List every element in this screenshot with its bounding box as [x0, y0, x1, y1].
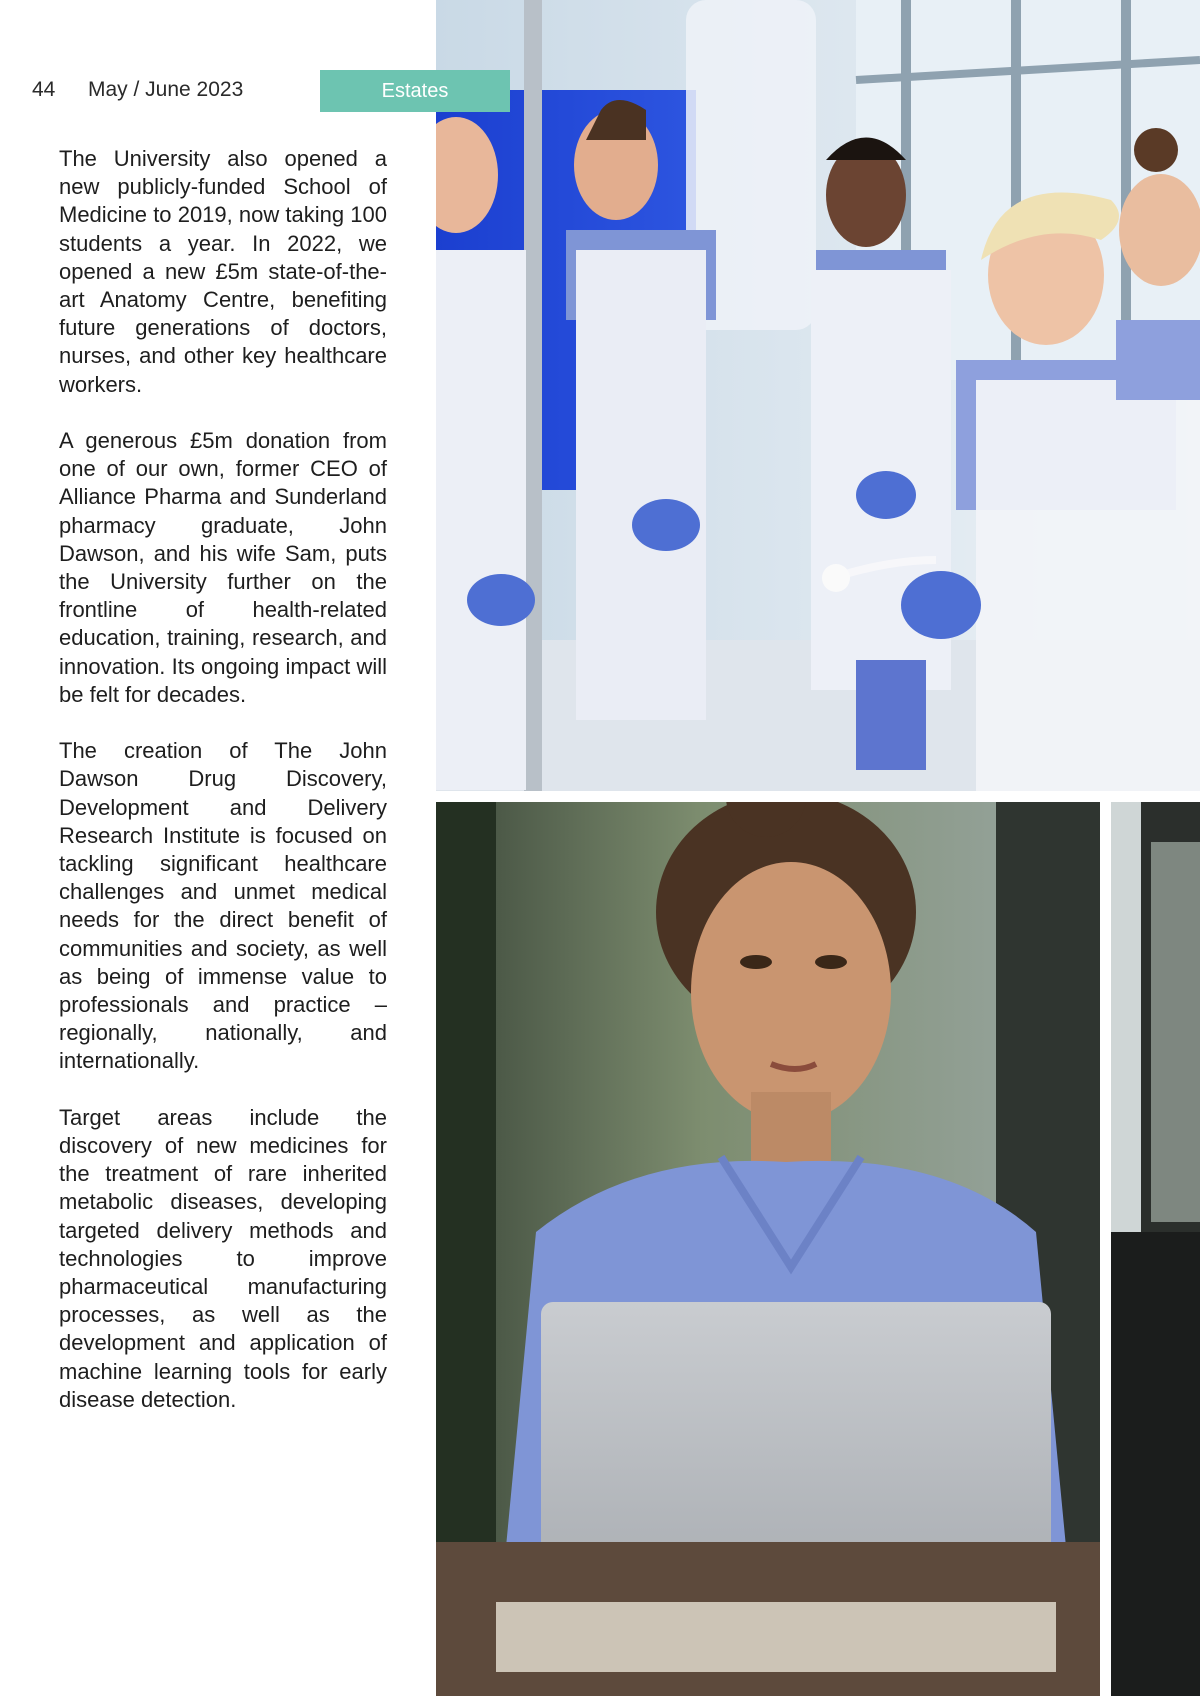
page-number: 44 — [32, 78, 56, 101]
article-paragraph: The University also opened a new publicly-funded School of Medicine to 2019, now taking 100 students a year. In 2022, we opened a new £5m state-of-the-art Anatomy Centre, benefiting future generations of doctors, nurses, and other key healthcare workers. — [59, 146, 387, 397]
right-strip-photo — [1111, 802, 1200, 1696]
students-photo — [436, 0, 1200, 791]
article-paragraph: The creation of The John Dawson Drug Discovery, Development and Delivery Research Institute is focused on tackling significant healthcare challenges and unmet medical needs for the direct benefit of communities and society, as well as being of immense value to professionals and practice – regionally, nationally, and internationally. — [59, 738, 387, 1074]
article-paragraph: A generous £5m donation from one of our own, former CEO of Alliance Pharma and Sunderland pharmacy graduate, John Dawson, and his wife Sam, puts the University further on the frontline of health-related education, training, research, and innovation. Its ongoing impact will be felt for decades. — [59, 428, 387, 707]
section-tab: Estates — [320, 70, 510, 112]
nurse-laptop-photo — [436, 802, 1100, 1696]
issue-date: May / June 2023 — [88, 78, 244, 101]
article-paragraph: Target areas include the discovery of new medicines for the treatment of rare inherited metabolic diseases, developing targeted delivery methods and technologies to improve pharmaceutical manufacturing processes, as well as the development and application of machine learning tools for early disease detection. — [59, 1104, 387, 1412]
article-text — [59, 145, 387, 1442]
